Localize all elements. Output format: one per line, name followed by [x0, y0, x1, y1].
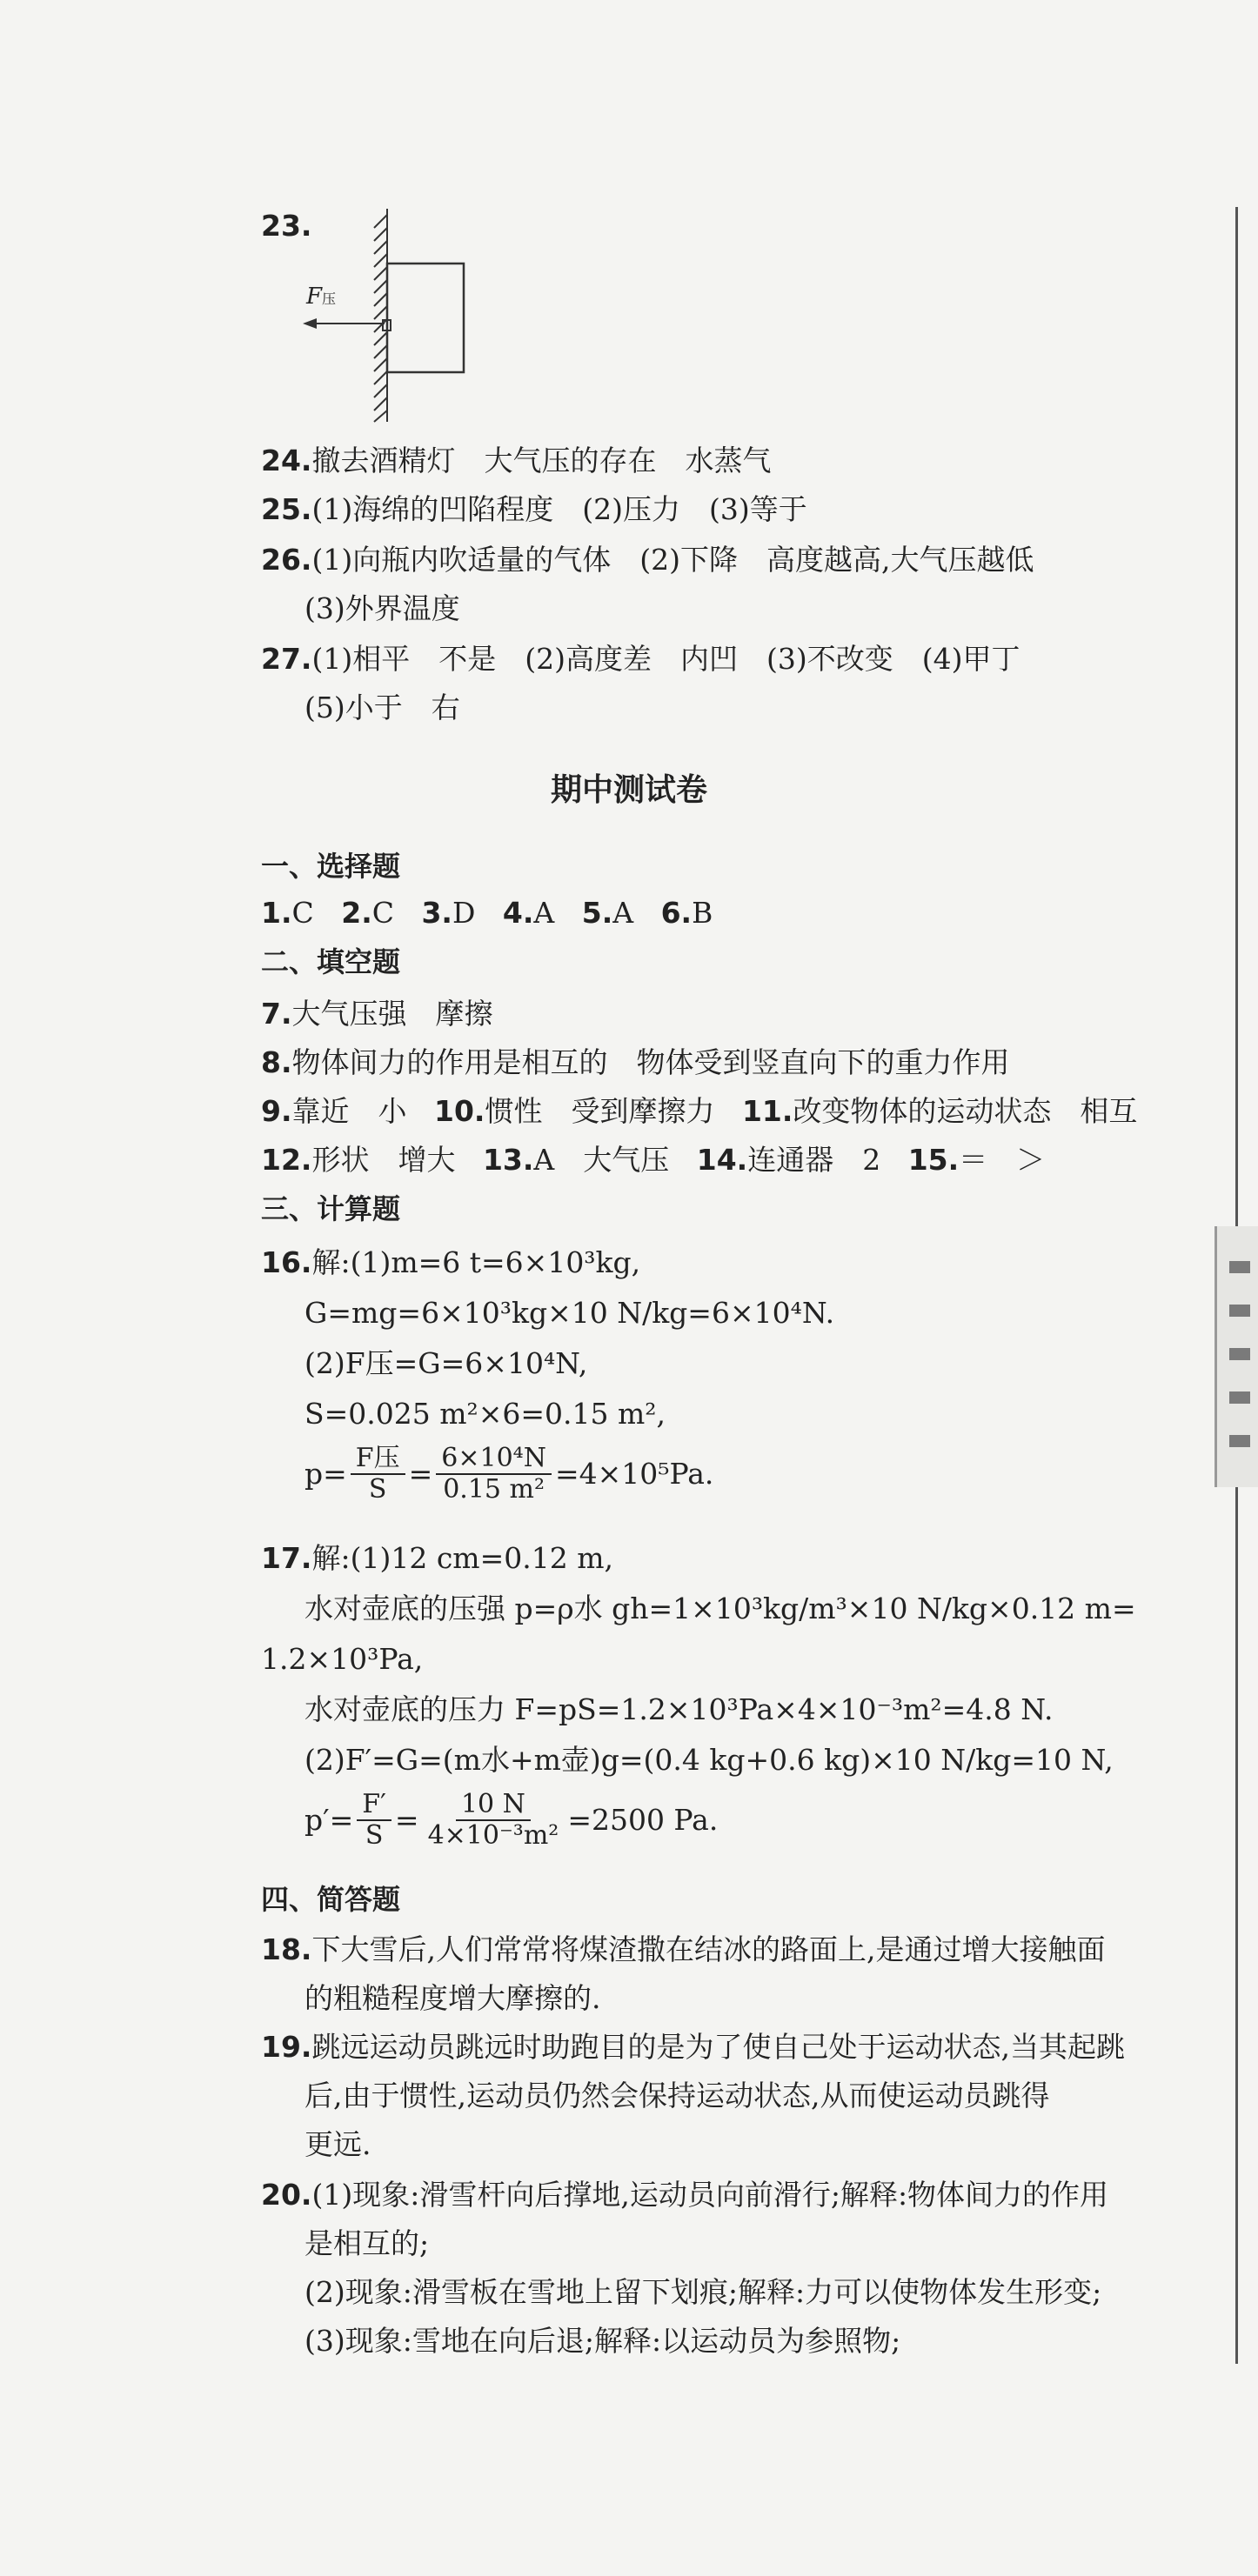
q17-line4: 水对壶底的压力 F=pS=1.2×10³Pa×4×10⁻³m²=4.8 N.	[304, 1692, 1054, 1726]
q20-line2: 是相互的;	[304, 2226, 430, 2260]
q23-number: 23.	[261, 209, 312, 243]
q19-line1: 19.跳远运动员跳远时助跑目的是为了使自己处于运动状态,当其起跳	[261, 2030, 1125, 2064]
q27-line: 27.(1)相平 不是 (2)高度差 内凹 (3)不改变 (4)甲丁	[261, 642, 1020, 676]
q20-line4: (3)现象:雪地在向后退;解释:以运动员为参照物;	[304, 2324, 901, 2358]
q16-line3: (2)F压=G=6×10⁴N,	[304, 1346, 588, 1380]
section-title: 期中测试卷	[550, 772, 707, 808]
q17-line5: (2)F′=G=(m水+m壶)g=(0.4 kg+0.6 kg)×10 N/kg=10 N,	[304, 1743, 1114, 1777]
q19-line2: 后,由于惯性,运动员仍然会保持运动状态,从而使运动员跳得	[304, 2079, 1050, 2112]
force-label: F压	[306, 284, 337, 310]
q26-line: 26.(1)向瓶内吹适量的气体 (2)下降 高度越高,大气压越低	[261, 543, 1034, 577]
page-edge-tab	[1215, 1226, 1258, 1487]
choice-answers: 1.C 2.C 3.D 4.A 5.A 6.B	[261, 896, 713, 930]
q16-formula: p= $\frac{\text{F压}}{S}$ = $\frac{\text{6×10⁴N}}{\text{0.15 m²}}$ =4×10⁵Pa.	[304, 1443, 714, 1505]
q18-line1: 18.下大雪后,人们常常将煤渣撒在结冰的路面上,是通过增大接触面	[261, 1932, 1106, 1966]
q18-line2: 的粗糙程度增大摩擦的.	[304, 1981, 601, 2015]
q25-line: 25.(1)海绵的凹陷程度 (2)压力 (3)等于	[261, 492, 807, 526]
q17-line3: 1.2×10³Pa,	[261, 1642, 424, 1676]
wall	[374, 209, 387, 422]
q17-line1: 17.解:(1)12 cm=0.12 m,	[261, 1541, 613, 1575]
q16-line2: G=mg=6×10³kg×10 N/kg=6×10⁴N.	[304, 1296, 835, 1330]
part2-heading: 二、填空题	[261, 945, 401, 978]
q20-line3: (2)现象:滑雪板在雪地上留下划痕;解释:力可以使物体发生形变;	[304, 2275, 1102, 2309]
q27-cont: (5)小于 右	[304, 691, 460, 724]
q12-15-line: 12.形状 增大 13.A 大气压 14.连通器 2 15.＝ ＞	[261, 1143, 1046, 1177]
q9-11-line: 9.靠近 小 10.惯性 受到摩擦力 11.改变物体的运动状态 相互	[261, 1094, 1138, 1128]
force-diagram	[287, 204, 487, 426]
q8-line: 8.物体间力的作用是相互的 物体受到竖直向下的重力作用	[261, 1045, 1010, 1079]
part3-heading: 三、计算题	[261, 1192, 401, 1225]
q7-line: 7.大气压强 摩擦	[261, 997, 493, 1031]
part4-heading: 四、简答题	[261, 1883, 401, 1916]
q24-line: 24.撤去酒精灯 大气压的存在 水蒸气	[261, 444, 772, 477]
q17-formula: p′= $\frac{F'}{S}$ = $\frac{10 N}{\text{4×10⁻³m²}}$ =2500 Pa.	[304, 1789, 719, 1851]
q16-line4: S=0.025 m²×6=0.15 m²,	[304, 1397, 666, 1431]
q19-line3: 更远.	[304, 2127, 371, 2161]
q26-cont: (3)外界温度	[304, 591, 460, 625]
q20-line1: 20.(1)现象:滑雪杆向后撑地,运动员向前滑行;解释:物体间力的作用	[261, 2178, 1109, 2212]
part1-heading: 一、选择题	[261, 850, 401, 883]
q17-line2: 水对壶底的压强 p=ρ水 gh=1×10³kg/m³×10 N/kg×0.12 m=	[304, 1592, 1136, 1625]
block	[387, 264, 464, 372]
q16-line1: 16.解:(1)m=6 t=6×10³kg,	[261, 1245, 641, 1279]
